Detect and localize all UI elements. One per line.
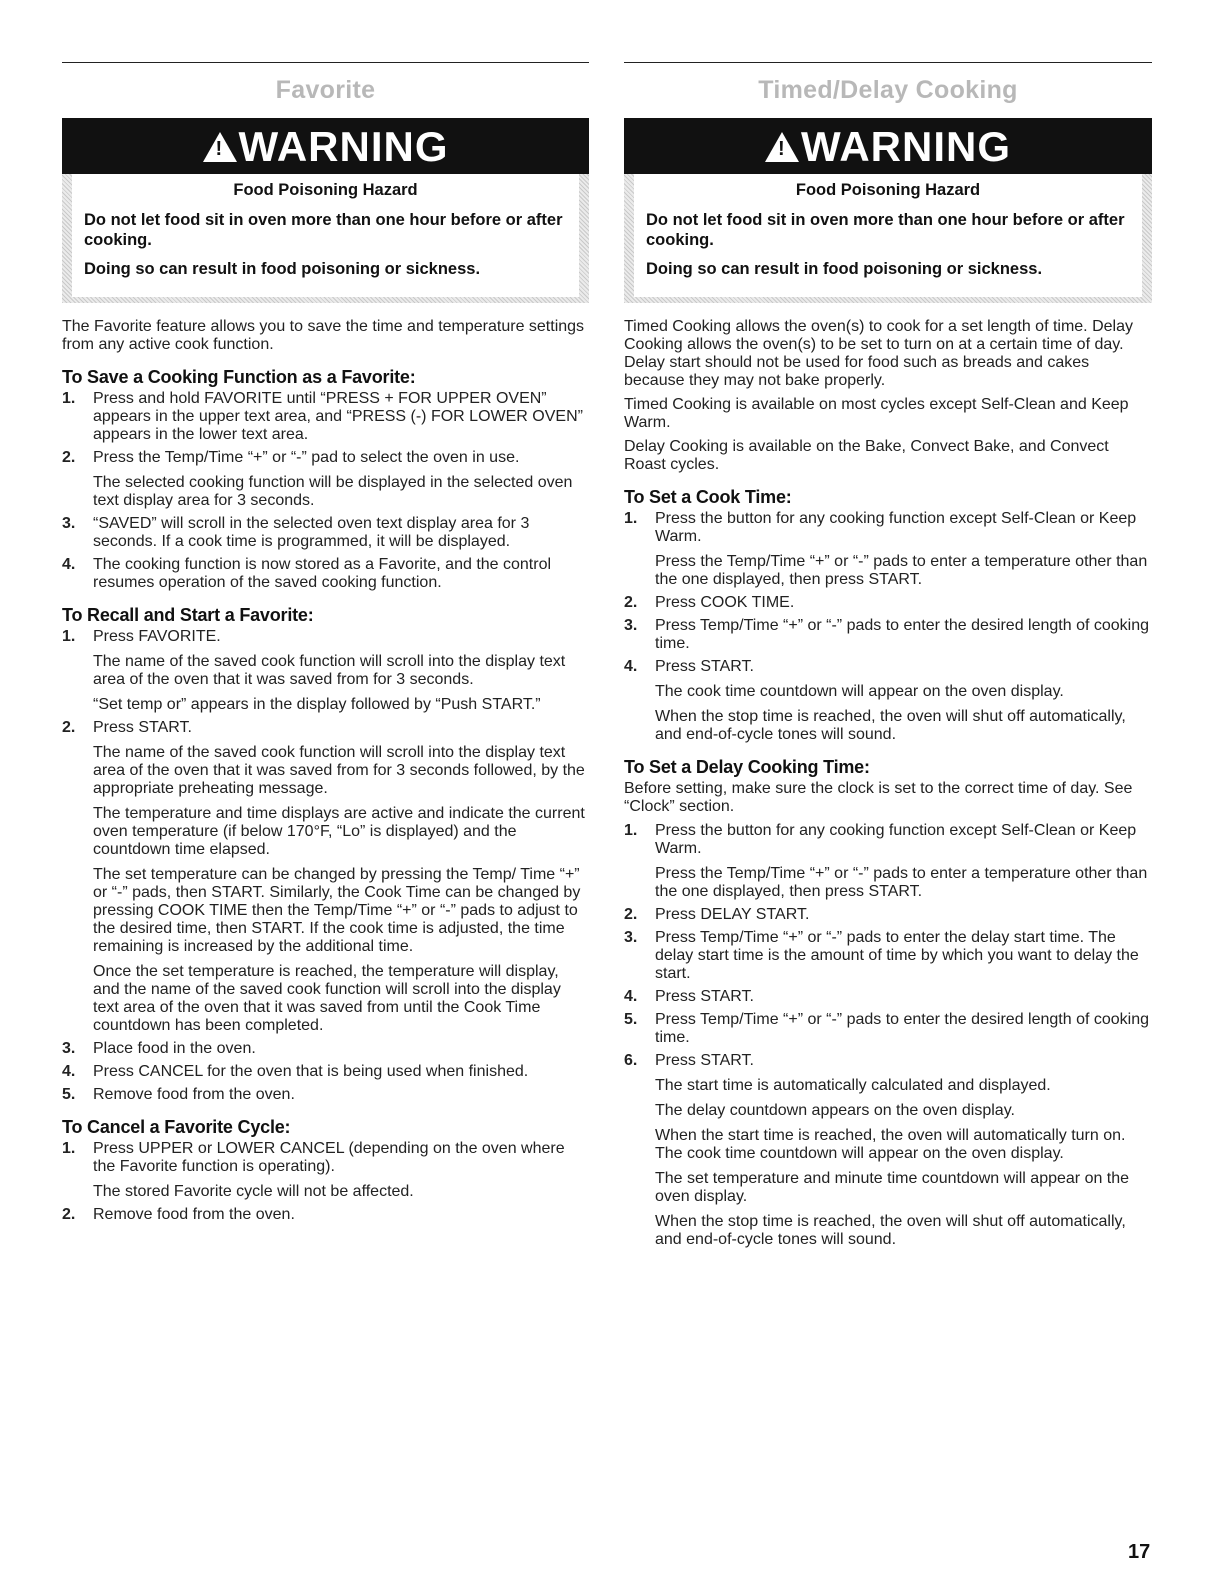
step-detail: The temperature and time displays are active and indicate the current oven temperature (if below 170°F, “Lo” is displayed) and the countdown time elapsed. — [93, 805, 585, 858]
step-text: Press UPPER or LOWER CANCEL (depending on the oven where the Favorite function is operating). — [93, 1140, 565, 1175]
step-text: Press the button for any cooking function except Self-Clean or Keep Warm. — [655, 822, 1137, 857]
list-item — [62, 628, 589, 714]
step-number: 4. — [624, 658, 638, 675]
section-rule — [62, 62, 589, 63]
timed-intro-3: Delay Cooking is available on the Bake, Convect Bake, and Convect Roast cycles. — [624, 438, 1109, 473]
step-number: 4. — [62, 556, 76, 573]
step-number: 3. — [62, 1040, 76, 1057]
list-item — [624, 906, 1152, 924]
step-number: 3. — [62, 515, 76, 532]
step-number: 3. — [624, 617, 638, 634]
favorite-content — [62, 318, 589, 1229]
cook-time-heading: To Set a Cook Time: — [624, 487, 792, 507]
delay-steps — [624, 822, 1152, 1249]
step-text: “SAVED” will scroll in the selected oven text display area for 3 seconds. If a cook time is programmed, it will be displayed. — [93, 515, 530, 550]
cook-time-steps — [624, 510, 1152, 744]
step-text: Remove food from the oven. — [93, 1206, 295, 1223]
step-text: Press the Temp/Time “+” or “-” pad to select the oven in use. — [93, 449, 520, 466]
step-text: Press START. — [655, 658, 754, 675]
timed-intro-2: Timed Cooking is available on most cycles except Self-Clean and Keep Warm. — [624, 396, 1129, 431]
warning-box — [62, 118, 589, 303]
warning-line-1: Do not let food sit in oven more than one hour before or after cooking. — [84, 211, 563, 249]
list-item — [624, 988, 1152, 1006]
warning-banner — [62, 118, 589, 174]
list-item — [62, 1086, 589, 1104]
step-detail: The set temperature can be changed by pressing the Temp/ Time “+” or “-” pads, then START. Similarly, the Cook Time can be changed by pressing COOK TIME then the Temp/Time “+” or “-” pads to adjust to the desired time, then START. If the cook time is adjusted, the time remaining is increased by the additional time. — [93, 866, 581, 955]
list-item — [624, 617, 1152, 653]
step-number: 4. — [624, 988, 638, 1005]
section-rule — [624, 62, 1152, 63]
save-steps — [62, 390, 589, 592]
list-item — [62, 1140, 589, 1201]
step-number: 5. — [62, 1086, 76, 1103]
warning-box — [624, 118, 1152, 303]
warning-hazard: Food Poisoning Hazard — [233, 181, 418, 199]
warning-banner — [624, 118, 1152, 174]
step-number: 1. — [624, 822, 638, 839]
step-text: Press CANCEL for the oven that is being used when finished. — [93, 1063, 529, 1080]
step-detail: The name of the saved cook function will scroll into the display text area of the oven that it was saved from for 3 seconds. — [93, 653, 566, 688]
step-text: Press Temp/Time “+” or “-” pads to enter the desired length of cooking time. — [655, 1011, 1150, 1046]
step-number: 2. — [62, 449, 76, 466]
list-item — [62, 1063, 589, 1081]
list-item — [62, 449, 589, 510]
page-number: 17 — [1128, 1541, 1151, 1563]
step-number: 5. — [624, 1011, 638, 1028]
step-text: Press COOK TIME. — [655, 594, 795, 611]
list-item — [624, 658, 1152, 744]
step-text: Remove food from the oven. — [93, 1086, 295, 1103]
list-item — [624, 510, 1152, 589]
step-text: Press Temp/Time “+” or “-” pads to enter the desired length of cooking time. — [655, 617, 1150, 652]
step-detail: The stored Favorite cycle will not be affected. — [93, 1183, 414, 1200]
warning-line-2: Doing so can result in food poisoning or sickness. — [84, 260, 481, 278]
warning-body — [72, 174, 579, 297]
step-number: 1. — [62, 628, 76, 645]
timed-intro-1: Timed Cooking allows the oven(s) to cook for a set length of time. Delay Cooking allows the oven(s) to be set to turn on at a certain time of day. Delay start should not be used for food such as breads and cakes because they may not bake properly. — [624, 318, 1133, 389]
step-text: Press FAVORITE. — [93, 628, 221, 645]
step-detail: Once the set temperature is reached, the temperature will display, and the name of the saved cook function will scroll into the display text area of the oven that it was saved from until the Cook Time countdown has been completed. — [93, 963, 561, 1034]
step-detail: The selected cooking function will be displayed in the selected oven text display area for 3 seconds. — [93, 474, 573, 509]
step-number: 2. — [62, 1206, 76, 1223]
step-detail: The set temperature and minute time countdown will appear on the oven display. — [655, 1170, 1130, 1205]
recall-steps — [62, 628, 589, 1104]
list-item — [62, 1040, 589, 1058]
delay-heading: To Set a Delay Cooking Time: — [624, 757, 870, 777]
step-text: Press and hold FAVORITE until “PRESS + FOR UPPER OVEN” appears in the upper text area, and “PRESS (-) FOR LOWER OVEN” appears in the lower text area. — [93, 390, 583, 443]
warning-line-2: Doing so can result in food poisoning or sickness. — [646, 260, 1043, 278]
step-detail: The start time is automatically calculated and displayed. — [655, 1077, 1051, 1094]
list-item — [624, 594, 1152, 612]
save-heading: To Save a Cooking Function as a Favorite: — [62, 367, 416, 387]
list-item — [624, 1011, 1152, 1047]
step-detail: Press the Temp/Time “+” or “-” pads to enter a temperature other than the one displayed, then press START. — [655, 865, 1148, 900]
step-text: Press Temp/Time “+” or “-” pads to enter the delay start time. The delay start time is the amount of time by which you want to delay the start. — [655, 929, 1139, 982]
step-detail: When the start time is reached, the oven will automatically turn on. The cook time countdown will appear on the oven display. — [655, 1127, 1126, 1162]
list-item — [624, 822, 1152, 901]
warning-triangle-icon — [203, 132, 237, 162]
step-number: 1. — [624, 510, 638, 527]
list-item — [624, 1052, 1152, 1249]
warning-banner-label: WARNING — [801, 123, 1011, 170]
step-detail: The cook time countdown will appear on the oven display. — [655, 683, 1064, 700]
step-text: Place food in the oven. — [93, 1040, 256, 1057]
section-title-timed-delay: Timed/Delay Cooking — [758, 76, 1018, 104]
list-item — [62, 719, 589, 1035]
step-text: Press DELAY START. — [655, 906, 810, 923]
step-detail: Press the Temp/Time “+” or “-” pads to enter a temperature other than the one displayed, then press START. — [655, 553, 1148, 588]
list-item — [62, 556, 589, 592]
step-detail: When the stop time is reached, the oven will shut off automatically, and end-of-cycle tones will sound. — [655, 708, 1126, 743]
list-item — [62, 1206, 589, 1224]
step-number: 6. — [624, 1052, 638, 1069]
warning-triangle-icon — [765, 132, 799, 162]
delay-intro: Before setting, make sure the clock is set to the correct time of day. See “Clock” section. — [624, 780, 1133, 815]
step-number: 2. — [624, 594, 638, 611]
step-number: 1. — [62, 1140, 76, 1157]
timed-content — [624, 318, 1152, 1254]
warning-line-1: Do not let food sit in oven more than one hour before or after cooking. — [646, 211, 1125, 249]
step-text: Press the button for any cooking function except Self-Clean or Keep Warm. — [655, 510, 1137, 545]
warning-banner-label: WARNING — [238, 123, 449, 170]
step-number: 4. — [62, 1063, 76, 1080]
section-title-favorite: Favorite — [275, 76, 376, 104]
step-text: The cooking function is now stored as a Favorite, and the control resumes operation of the saved cooking function. — [93, 556, 552, 591]
step-detail: “Set temp or” appears in the display followed by “Push START.” — [93, 696, 541, 713]
step-detail: When the stop time is reached, the oven will shut off automatically, and end-of-cycle tones will sound. — [655, 1213, 1126, 1248]
warning-hazard: Food Poisoning Hazard — [795, 181, 981, 199]
recall-heading: To Recall and Start a Favorite: — [62, 605, 314, 625]
list-item — [624, 929, 1152, 983]
step-number: 1. — [62, 390, 76, 407]
step-text: Press START. — [93, 719, 192, 736]
step-number: 3. — [624, 929, 638, 946]
favorite-intro: The Favorite feature allows you to save the time and temperature settings from any active cook function. — [62, 318, 585, 353]
step-text: Press START. — [655, 988, 754, 1005]
warning-body — [634, 174, 1142, 297]
list-item — [62, 390, 589, 444]
step-number: 2. — [624, 906, 638, 923]
list-item — [62, 515, 589, 551]
step-detail: The delay countdown appears on the oven display. — [655, 1102, 1015, 1119]
cancel-heading: To Cancel a Favorite Cycle: — [62, 1117, 291, 1137]
step-number: 2. — [62, 719, 76, 736]
cancel-steps — [62, 1140, 589, 1224]
step-detail: The name of the saved cook function will scroll into the display text area of the oven that it was saved from for 3 seconds followed, by the appropriate preheating message. — [93, 744, 585, 797]
step-text: Press START. — [655, 1052, 754, 1069]
